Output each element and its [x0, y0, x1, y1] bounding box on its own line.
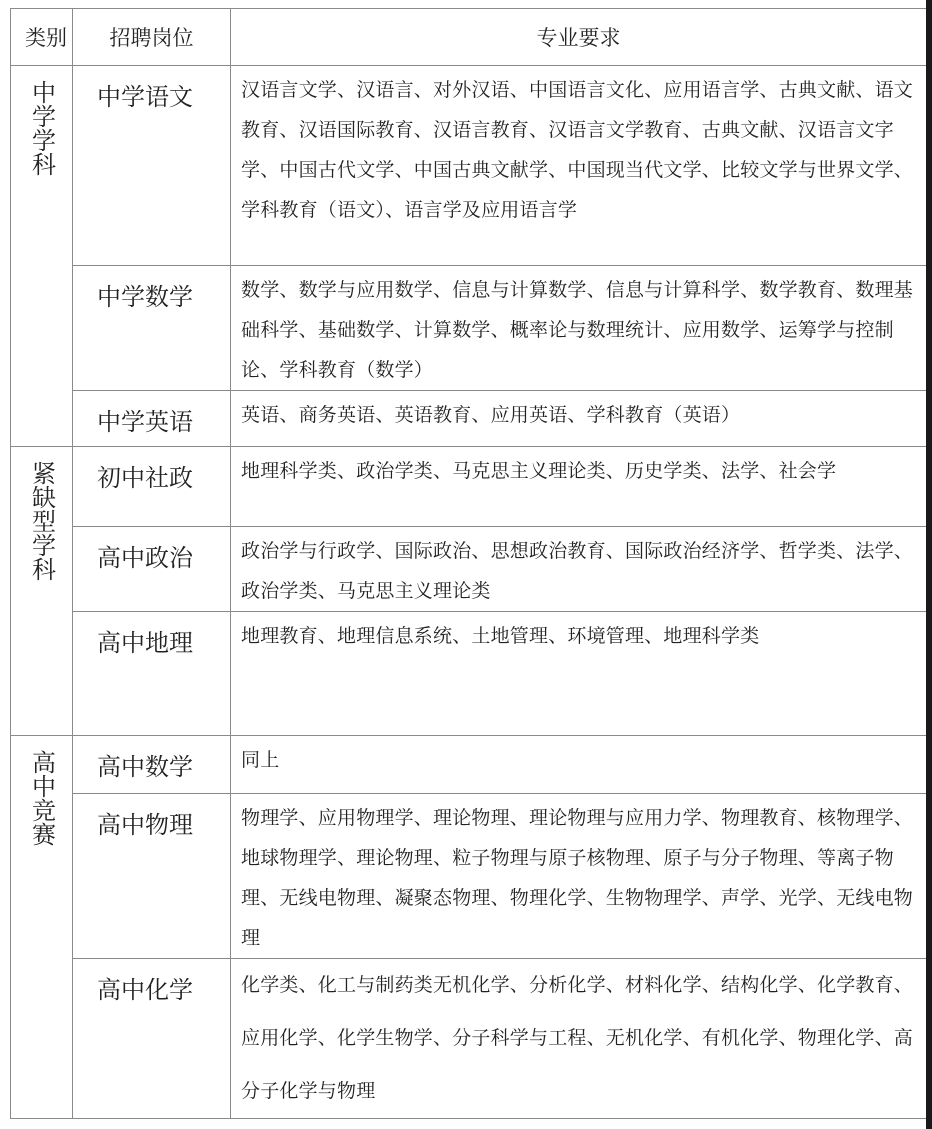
screen-edge-bar: [926, 0, 932, 1129]
requirement-cell: 政治学与行政学、国际政治、思想政治教育、国际政治经济学、哲学类、法学、政治学类、马克思主义理论类: [231, 527, 927, 612]
position-cell: 中学英语: [73, 391, 231, 447]
category-cell: [11, 66, 73, 447]
table-row: [11, 794, 927, 959]
category-cell: [11, 447, 73, 736]
header-position: 招聘岗位: [73, 9, 231, 66]
position-cell: 高中化学: [73, 959, 231, 1119]
requirement-cell: 数学、数学与应用数学、信息与计算数学、信息与计算科学、数学教育、数理基础科学、基础数学、计算数学、概率论与数理统计、应用数学、运筹学与控制论、学科教育（数学）: [231, 266, 927, 391]
table-row: [11, 266, 927, 391]
position-cell: 中学数学: [73, 266, 231, 391]
table-row: [11, 391, 927, 447]
header-category: 类别: [11, 9, 73, 66]
table-row: [11, 736, 927, 794]
recruitment-table-container: [10, 8, 927, 1119]
table-row: [11, 959, 927, 1119]
position-cell: 高中物理: [73, 794, 231, 959]
requirement-cell: 地理科学类、政治学类、马克思主义理论类、历史学类、法学、社会学: [231, 447, 927, 527]
recruitment-table: [10, 8, 927, 1119]
requirement-cell: 地理教育、地理信息系统、土地管理、环境管理、地理科学类: [231, 612, 927, 736]
position-cell: 高中政治: [73, 527, 231, 612]
table-row: [11, 447, 927, 527]
table-row: [11, 612, 927, 736]
requirement-cell: 汉语言文学、汉语言、对外汉语、中国语言文化、应用语言学、古典文献、语文教育、汉语国际教育、汉语言教育、汉语言文学教育、古典文献、汉语言文字学、中国古代文学、中国古典文献学、中国现当代文学、比较文学与世界文学、学科教育（语文）、语言学及应用语言学: [231, 66, 927, 266]
requirement-cell: 同上: [231, 736, 927, 794]
category-cell: [11, 736, 73, 1119]
table-row: [11, 66, 927, 266]
category-label: 紧缺型学科: [27, 461, 56, 581]
header-row: [11, 9, 927, 66]
requirement-cell: 化学类、化工与制药类无机化学、分析化学、材料化学、结构化学、化学教育、应用化学、化学生物学、分子科学与工程、无机化学、有机化学、物理化学、高分子化学与物理: [231, 959, 927, 1119]
category-label: 高中竞赛: [27, 750, 56, 846]
category-label: 中学学科: [27, 80, 56, 176]
position-cell: 初中社政: [73, 447, 231, 527]
requirement-cell: 英语、商务英语、英语教育、应用英语、学科教育（英语）: [231, 391, 927, 447]
position-cell: 高中地理: [73, 612, 231, 736]
header-requirement: 专业要求: [231, 9, 927, 66]
position-cell: 高中数学: [73, 736, 231, 794]
position-cell: 中学语文: [73, 66, 231, 266]
table-row: [11, 527, 927, 612]
requirement-cell: 物理学、应用物理学、理论物理、理论物理与应用力学、物理教育、核物理学、地球物理学、理论物理、粒子物理与原子核物理、原子与分子物理、等离子物理、无线电物理、凝聚态物理、物理化学、生物物理学、声学、光学、无线电物理: [231, 794, 927, 959]
